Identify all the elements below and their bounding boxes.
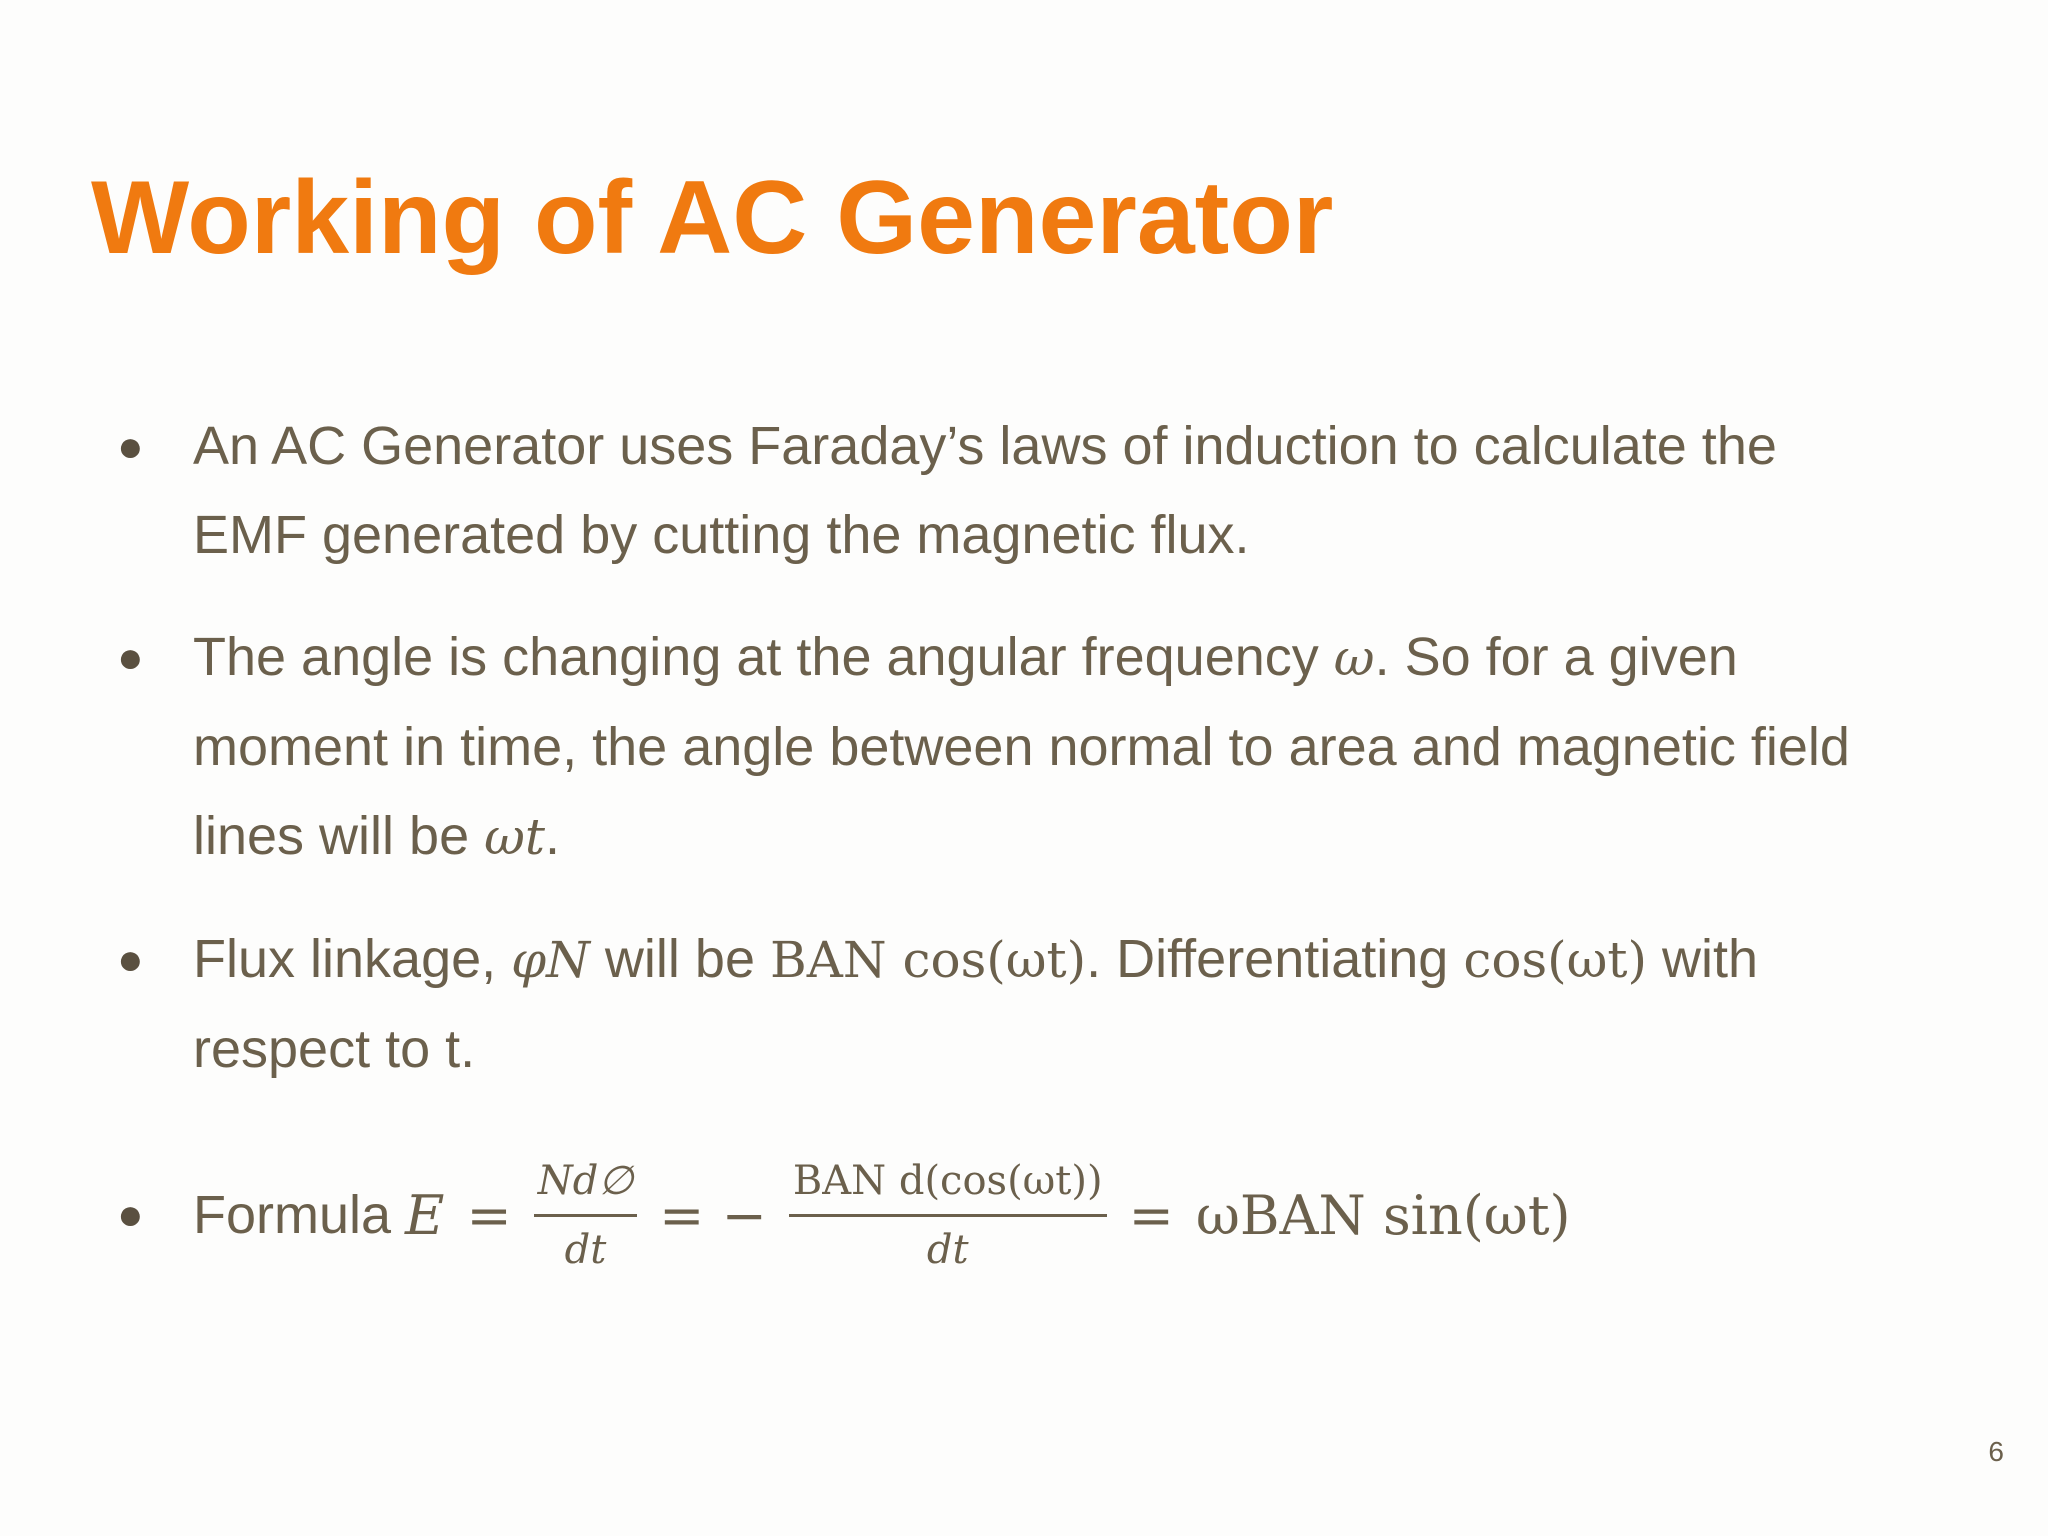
bullet-item-faraday [117,402,1993,580]
formula-fraction-1 [534,1154,637,1277]
bullet-text: The angle is changing at the angular frequency [193,627,1334,687]
page-number: 6 [1988,1436,2004,1467]
math-ban-cos: BAN cos(ωt) [769,931,1087,989]
formula-equals: = [466,1183,512,1247]
bullet-item-flux-linkage [117,915,1993,1094]
bullet-text: will be [589,929,770,989]
fraction-numerator: Nd∅ [534,1154,637,1217]
bullet-text-line: EMF generated by cutting the magnetic flux. [193,505,1250,565]
bullet-text-line [193,915,1993,1005]
math-phi-n: φN [511,931,590,989]
bullet-dot: ● [117,633,144,682]
math-omega: ω [1333,629,1375,687]
bullet-text-line: respect to t. [193,1019,476,1079]
bullet-text-line [193,792,1993,882]
bullet-text: . Differentiating [1086,929,1464,989]
fraction-numerator: BAN d(cos(ωt)) [789,1154,1107,1217]
bullet-text-line [193,613,1993,703]
math-omega-t: ωt [484,808,545,866]
formula-equals-minus: = − [659,1183,767,1247]
fraction-denominator: dt [926,1226,969,1273]
fraction-denominator: dt [564,1226,607,1273]
formula-lhs: E [405,1183,445,1247]
formula-equation [405,1154,1571,1277]
bullet-text: . So for a given [1374,627,1738,687]
bullet-text-line: An AC Generator uses Faraday’s laws of induction to calculate the [193,416,1777,476]
bullet-text: with [1647,929,1759,989]
bullet-item-angle [117,613,1993,882]
formula-fraction-2 [789,1154,1107,1277]
bullet-text: lines will be [193,806,485,866]
bullet-dot: ● [117,935,144,984]
bullet-text: Flux linkage, [193,929,512,989]
formula-rhs: ωBAN sin(ωt) [1195,1183,1571,1247]
bullet-item-formula [117,1140,1993,1290]
slide-title: Working of AC Generator [91,160,1334,276]
bullet-dot: ● [117,422,144,471]
bullet-text-line: moment in time, the angle between normal to area and magnetic field [193,717,1850,777]
math-cos: cos(ωt) [1463,931,1647,989]
formula-label: Formula [193,1184,392,1245]
bullet-text: . [545,806,561,866]
formula-equals: = [1128,1183,1174,1247]
bullet-dot: ● [117,1190,144,1239]
